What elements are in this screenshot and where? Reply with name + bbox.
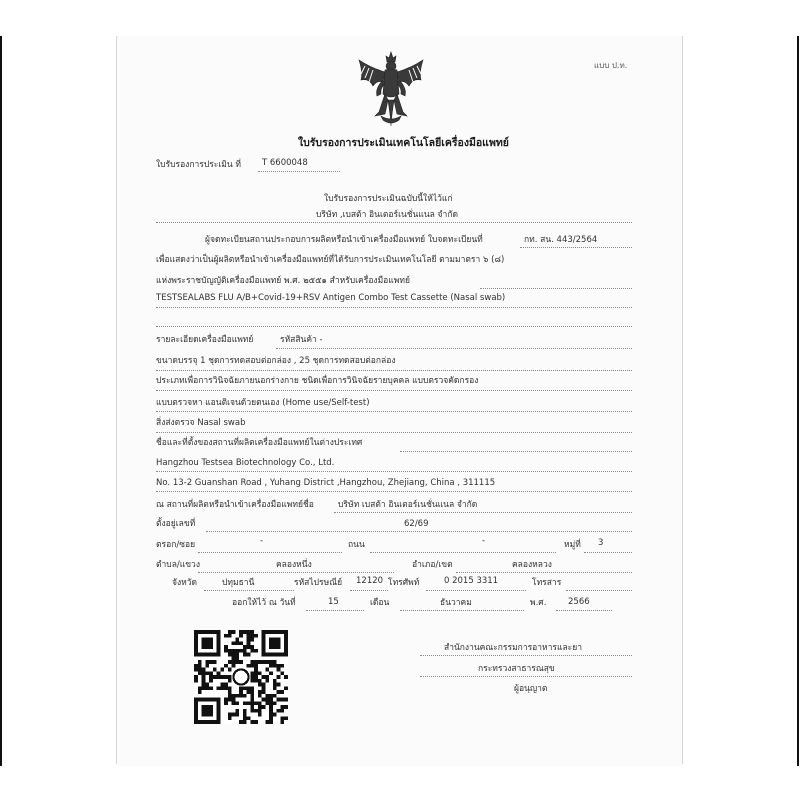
cert-number-line [258, 171, 340, 172]
detect-text: แบบตรวจหา แอนติเจนด้วยตนเอง (Home use/Self-test) [156, 398, 370, 408]
manufacturer-label: ชื่อและที่ตั้งของสถานที่ผลิตเครื่องมือแพทย์ในต่างประเทศ [156, 438, 363, 448]
manufacturer-address: No. 13-2 Guanshan Road , Yuhang District ,Hangzhou, Zhejiang, China , 311115 [156, 478, 496, 488]
act-text: แห่งพระราชบัญญัติเครื่องมือแพทย์ พ.ศ. ๒๕๕๑ สำหรับเครื่องมือแพทย์ [156, 276, 410, 286]
registration-line [520, 247, 632, 248]
subdistrict-label: ตำบล/แขวง [156, 560, 200, 570]
issued-year: 2566 [568, 597, 590, 607]
company-name: บริษัท ,เบสต้า อินเตอร์เนชั่นแนล จำกัด [316, 210, 458, 220]
paper-edge-right [682, 36, 683, 764]
product-name: TESTSEALABS FLU A/B+Covid-19+RSV Antigen Combo Test Cassette (Nasal swab) [156, 293, 506, 303]
ministry-name: กระทรวงสาธารณสุข [478, 664, 555, 674]
moo-value: 3 [598, 538, 604, 548]
form-code: แบบ ป.ท. [594, 61, 628, 70]
paper-edge-left [116, 36, 117, 764]
type-text: ประเภทเพื่อการวินิจฉัยภายนอกร่างกาย ชนิดเพื่อการวินิจฉัยรายบุคคล แบบตรวจคัดกรอง [156, 376, 479, 386]
specimen-text: สิ่งส่งตรวจ Nasal swab [156, 418, 246, 428]
soi-label: ตรอก/ซอย [156, 540, 196, 550]
issued-day-line [306, 610, 364, 611]
garuda-emblem-icon [355, 50, 427, 128]
manufacturer-name-line [156, 471, 632, 472]
product-code-label: รหัสสินค้า - [280, 335, 323, 345]
phone-value: 0 2015 3311 [444, 576, 499, 586]
issued-day: 15 [328, 597, 339, 607]
registration-text: ผู้จดทะเบียนสถานประกอบการผลิตหรือนำเข้าเครื่องมือแพทย์ ใบจดทะเบียนที่ [205, 235, 483, 245]
postcode-value: 12120 [356, 576, 384, 586]
district-label: อำเภอ/เขต [412, 560, 453, 570]
certificate-title: ใบรับรองการประเมินเทคโนโลยีเครื่องมือแพทย์ [298, 137, 509, 149]
road-label: ถนน [348, 540, 365, 550]
located-line [206, 531, 632, 532]
specimen-line [156, 432, 632, 433]
cert-number: T 6600048 [262, 158, 308, 168]
purpose-text: เพื่อแสดงว่าเป็นผู้ผลิตหรือนำเข้าเครื่องมือแพทย์ที่ได้รับการประเมินเทคโนโลยี ตามมาตรา ๖ (๘) [156, 255, 505, 265]
issued-to-label: ใบรับรองการประเมินฉบับนี้ให้ไว้แก่ [324, 194, 453, 204]
ministry-line [420, 676, 632, 677]
product-line-2 [156, 326, 632, 327]
act-line [480, 288, 632, 289]
product-line-1 [156, 307, 632, 308]
details-label: รายละเอียดเครื่องมือแพทย์ [156, 335, 254, 345]
subdistrict-line [198, 572, 394, 573]
company-line [156, 222, 632, 223]
province-value: ปทุมธานี [222, 578, 255, 588]
postcode-line [350, 590, 388, 591]
fax-line [566, 590, 632, 591]
month-label: เดือน [370, 598, 390, 608]
type-line [156, 390, 632, 391]
soi-value: - [260, 536, 264, 546]
province-label: จังหวัด [172, 578, 198, 588]
province-line [204, 590, 294, 591]
manufacturer-address-line [156, 491, 632, 492]
issued-year-line [556, 610, 612, 611]
cert-number-label: ใบรับรองการประเมิน ที่ [156, 160, 241, 170]
located-label: ตั้งอยู่เลขที่ [156, 519, 196, 529]
postcode-label: รหัสไปรษณีย์ [294, 578, 343, 588]
district-value: คลองหลวง [512, 560, 552, 570]
facility-name: บริษัท เบสต้า อินเตอร์เนชั่นแนล จำกัด [338, 500, 478, 510]
fax-label: โทรสาร [532, 578, 562, 588]
subdistrict-value: คลองหนึ่ง [276, 560, 312, 570]
detect-line [156, 411, 632, 412]
moo-line [584, 552, 632, 553]
phone-line [426, 590, 526, 591]
registration-number: กท. สน. 443/2564 [524, 235, 598, 245]
road-line [370, 552, 556, 553]
road-value: - [482, 536, 486, 546]
authority-title: ผู้อนุญาต [514, 684, 548, 694]
issued-month-line [400, 610, 524, 611]
left-border [0, 36, 2, 766]
soi-line [198, 552, 342, 553]
manufacturer-label-line [400, 451, 632, 452]
qr-code-icon [194, 630, 288, 724]
details-line [276, 348, 632, 349]
right-border [797, 36, 799, 766]
district-line [456, 572, 632, 573]
facility-label: ณ สถานที่ผลิตหรือนำเข้าเครื่องมือแพทย์ชื่อ [156, 500, 314, 510]
facility-line [334, 512, 632, 513]
moo-label: หมู่ที่ [564, 540, 581, 550]
packing-line [156, 370, 632, 371]
office-line [420, 655, 632, 656]
issued-month: ธันวาคม [440, 598, 472, 608]
located-value: 62/69 [404, 519, 429, 529]
office-name: สำนักงานคณะกรรมการอาหารและยา [444, 643, 582, 653]
year-label: พ.ศ. [530, 598, 547, 608]
phone-label: โทรศัพท์ [388, 578, 420, 588]
issued-date-label: ออกให้ไว้ ณ วันที่ [232, 598, 296, 608]
packing-text: ขนาดบรรจุ 1 ชุดการทดสอบต่อกล่อง , 25 ชุดการทดสอบต่อกล่อง [156, 356, 396, 366]
manufacturer-name: Hangzhou Testsea Biotechnology Co., Ltd. [156, 458, 335, 468]
